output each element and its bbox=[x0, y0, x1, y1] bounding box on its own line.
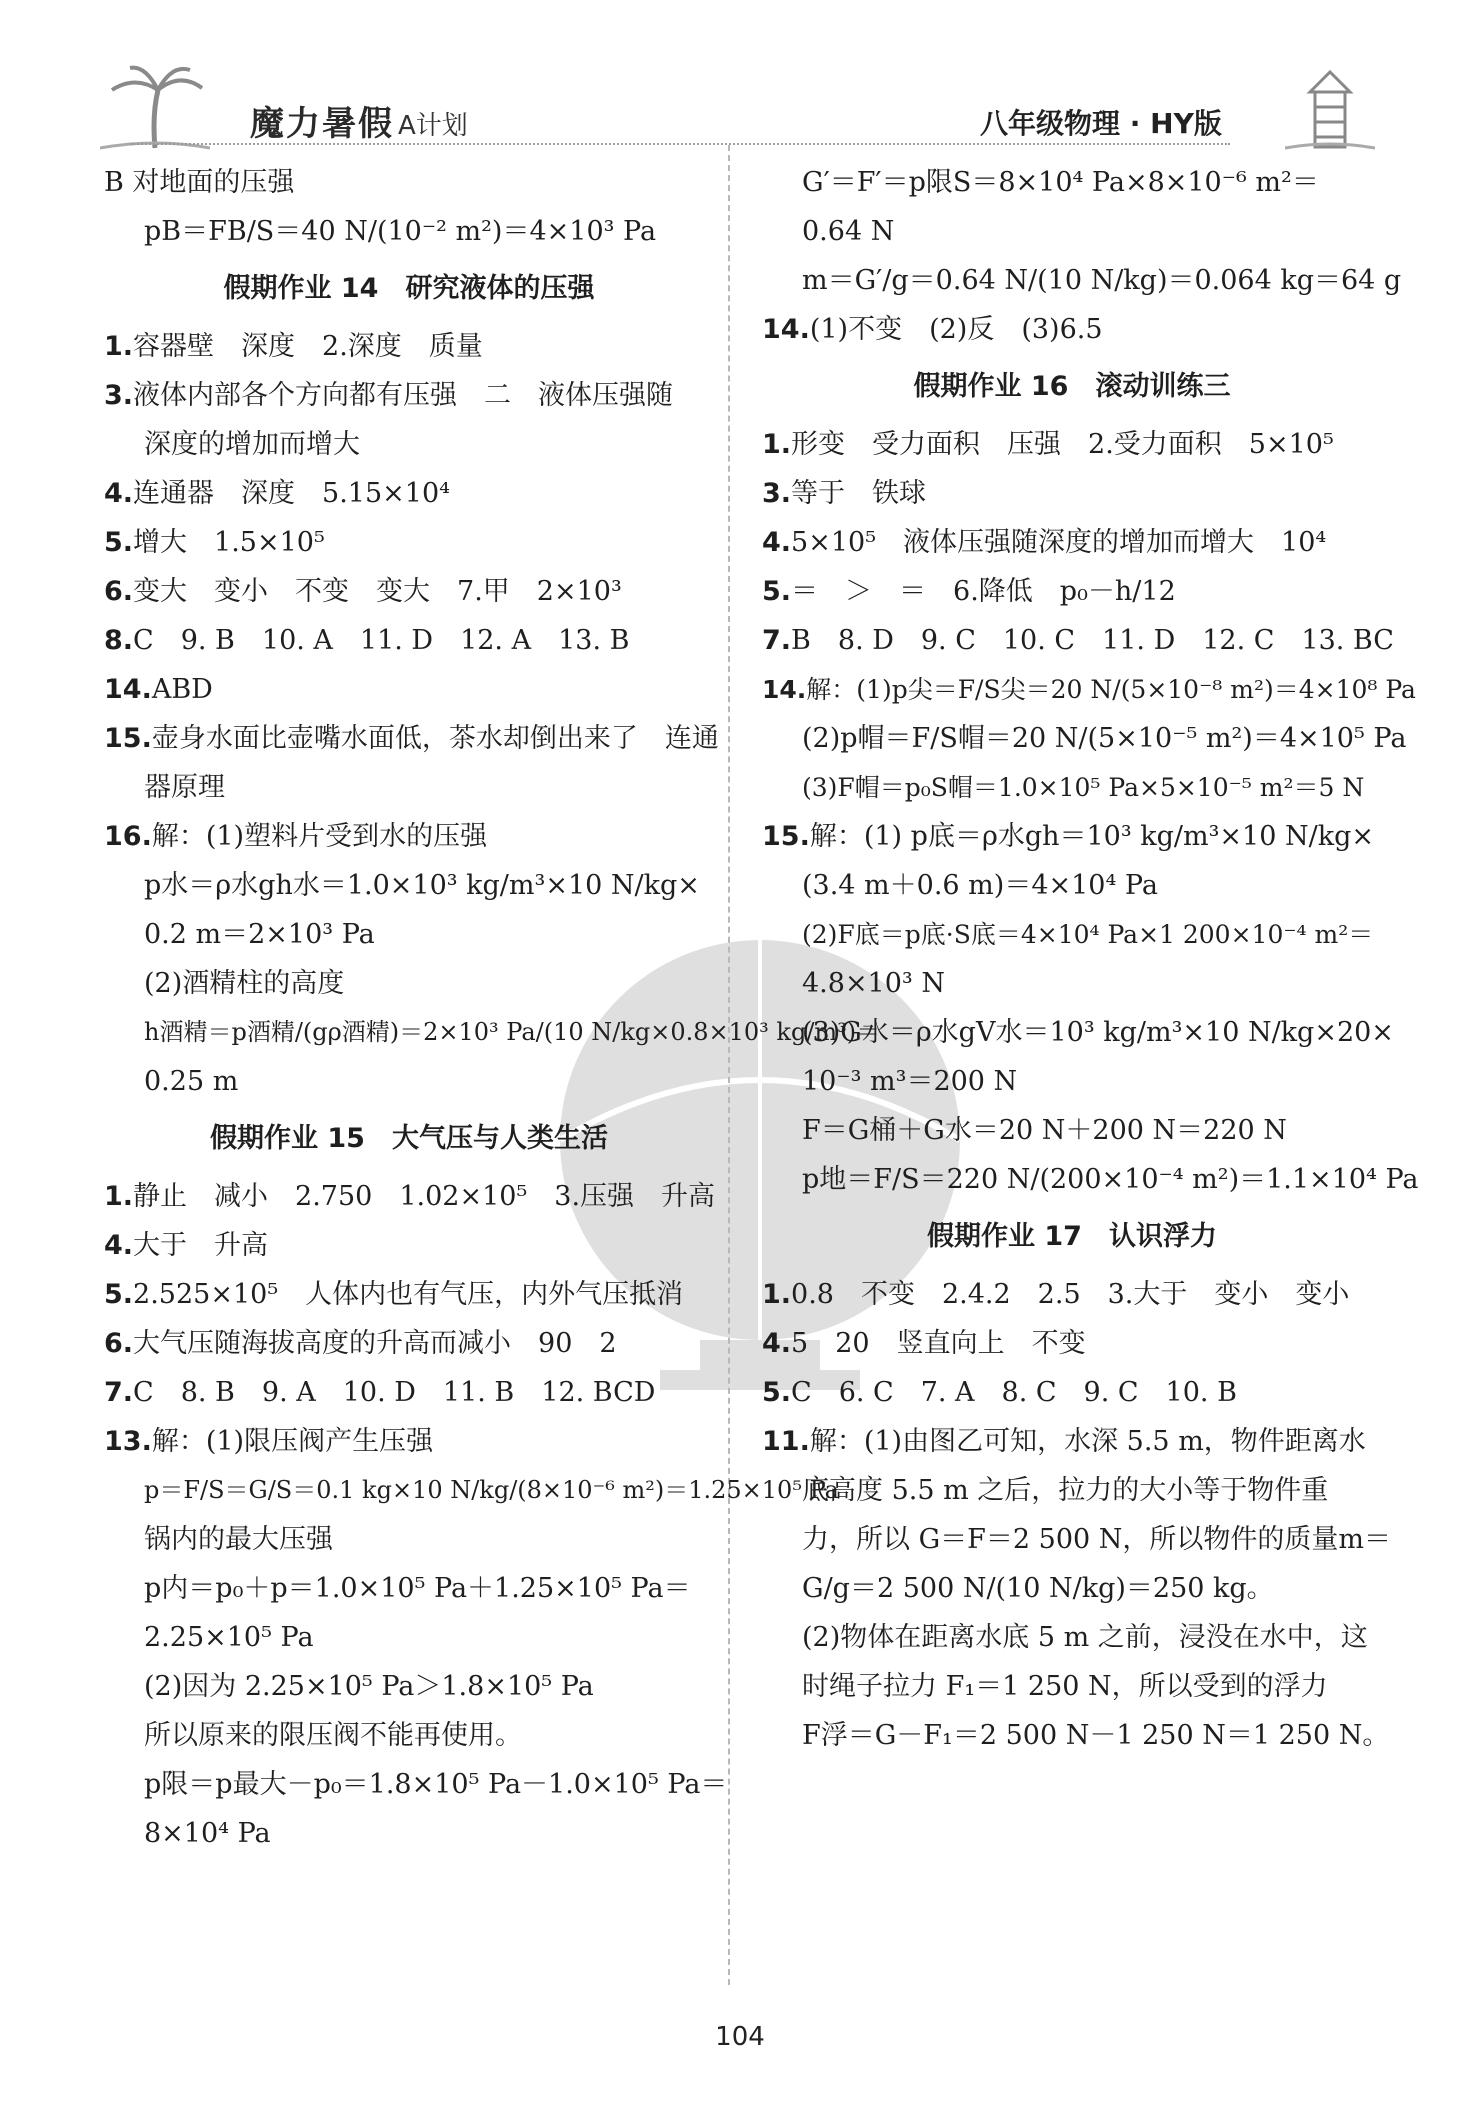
lighthouse-icon bbox=[1285, 62, 1375, 152]
header-divider bbox=[130, 143, 1230, 145]
answer-line: 15.解：(1) p底＝ρ水gh＝10³ kg/m³×10 N/kg× bbox=[762, 821, 1374, 852]
answer-line: 3.液体内部各个方向都有压强 二 液体压强随 bbox=[104, 380, 674, 411]
answer-line: h酒精＝p酒精/(gρ酒精)＝2×10³ Pa/(10 N/kg×0.8×10³ kg/m³)＝ bbox=[144, 1018, 881, 1046]
answer-line: p内＝p₀＋p＝1.0×10⁵ Pa＋1.25×10⁵ Pa＝ bbox=[144, 1573, 691, 1604]
answer-line: 器原理 bbox=[144, 772, 225, 803]
right-column bbox=[762, 158, 1419, 1760]
answer-line: F浮＝G－F₁＝2 500 N－1 250 N＝1 250 N。 bbox=[802, 1720, 1390, 1751]
answer-line: (2)酒精柱的高度 bbox=[144, 968, 345, 999]
page-header bbox=[0, 0, 1480, 150]
subject-label: 八年级物理 · HY版 bbox=[980, 107, 1222, 140]
answer-line: 2.25×10⁵ Pa bbox=[144, 1622, 314, 1653]
answer-line: 0.25 m bbox=[144, 1066, 239, 1097]
answer-line: 6.大气压随海拔高度的升高而减小 90 2 bbox=[104, 1328, 617, 1359]
answer-line: 14.(1)不变 (2)反 (3)6.5 bbox=[762, 314, 1103, 345]
answer-line: 14.解：(1)p尖＝F/S尖＝20 N/(5×10⁻⁸ m²)＝4×10⁸ Pa bbox=[762, 675, 1416, 704]
answer-line: (3.4 m＋0.6 m)＝4×10⁴ Pa bbox=[802, 870, 1158, 901]
answer-line: 时绳子拉力 F₁＝1 250 N，所以受到的浮力 bbox=[802, 1671, 1328, 1702]
answer-line: 14.ABD bbox=[104, 674, 213, 705]
answer-line: 5.C 6. C 7. A 8. C 9. C 10. B bbox=[762, 1377, 1237, 1408]
answer-line: p地＝F/S＝220 N/(200×10⁻⁴ m²)＝1.1×10⁴ Pa bbox=[802, 1164, 1419, 1195]
section-title: 假期作业 17 认识浮力 bbox=[927, 1221, 1217, 1252]
answer-line: (2)因为 2.25×10⁵ Pa＞1.8×10⁵ Pa bbox=[144, 1671, 594, 1702]
answer-line: G/g＝2 500 N/(10 N/kg)＝250 kg。 bbox=[802, 1573, 1274, 1604]
answer-line: 4.连通器 深度 5.15×10⁴ bbox=[104, 478, 450, 509]
answer-line: (2)物体在距离水底 5 m 之前，浸没在水中，这 bbox=[802, 1622, 1368, 1653]
answer-line: 8.C 9. B 10. A 11. D 12. A 13. B bbox=[104, 625, 630, 656]
column-divider bbox=[728, 145, 730, 1985]
answer-line: 所以原来的限压阀不能再使用。 bbox=[144, 1720, 522, 1751]
answer-line: 1.容器壁 深度 2.深度 质量 bbox=[104, 331, 483, 362]
answer-line: 11.解：(1)由图乙可知，水深 5.5 m，物件距离水 bbox=[762, 1426, 1366, 1457]
answer-line: 0.64 N bbox=[802, 216, 895, 247]
answer-line: F＝G桶＋G水＝20 N＋200 N＝220 N bbox=[802, 1115, 1287, 1146]
answer-line: 4.8×10³ N bbox=[802, 968, 945, 999]
answer-line: 6.变大 变小 不变 变大 7.甲 2×10³ bbox=[104, 576, 622, 607]
answer-line: 4.5 20 竖直向上 不变 bbox=[762, 1328, 1086, 1359]
answer-line: (3)G水＝ρ水gV水＝10³ kg/m³×10 N/kg×20× bbox=[802, 1017, 1394, 1048]
section-title: 假期作业 16 滚动训练三 bbox=[913, 371, 1231, 402]
answer-line: 7.C 8. B 9. A 10. D 11. B 12. BCD bbox=[104, 1377, 656, 1408]
answer-line: 1.0.8 不变 2.4.2 2.5 3.大于 变小 变小 bbox=[762, 1279, 1350, 1310]
brand-subtitle: A计划 bbox=[398, 111, 468, 141]
answer-line: 10⁻³ m³＝200 N bbox=[802, 1066, 1018, 1097]
answer-line: 7.B 8. D 9. C 10. C 11. D 12. C 13. BC bbox=[762, 625, 1394, 656]
answer-line: 底高度 5.5 m 之后，拉力的大小等于物件重 bbox=[802, 1475, 1329, 1506]
answer-line: 5.增大 1.5×10⁵ bbox=[104, 527, 325, 558]
section-title: 假期作业 15 大气压与人类生活 bbox=[210, 1123, 608, 1154]
answer-line: 1.形变 受力面积 压强 2.受力面积 5×10⁵ bbox=[762, 429, 1334, 460]
answer-line: B 对地面的压强 bbox=[104, 167, 295, 198]
answer-line: 4.5×10⁵ 液体压强随深度的增加而增大 10⁴ bbox=[762, 527, 1327, 558]
answer-line: p水＝ρ水gh水＝1.0×10³ kg/m³×10 N/kg× bbox=[144, 870, 700, 901]
answer-line: 0.2 m＝2×10³ Pa bbox=[144, 919, 375, 950]
answer-line: 深度的增加而增大 bbox=[144, 429, 360, 460]
answer-line: 锅内的最大压强 bbox=[144, 1524, 333, 1555]
section-title: 假期作业 14 研究液体的压强 bbox=[223, 273, 595, 304]
answer-line: 16.解：(1)塑料片受到水的压强 bbox=[104, 821, 488, 852]
answer-line: 4.大于 升高 bbox=[104, 1230, 269, 1261]
palm-tree-icon bbox=[100, 60, 210, 150]
brand-title: 魔力暑假 bbox=[250, 104, 394, 144]
answer-line: 3.等于 铁球 bbox=[762, 478, 927, 509]
answer-line: pB＝FB/S＝40 N/(10⁻² m²)＝4×10³ Pa bbox=[144, 216, 657, 247]
answer-line: (3)F帽＝p₀S帽＝1.0×10⁵ Pa×5×10⁻⁵ m²＝5 N bbox=[802, 773, 1365, 802]
answer-line: 力，所以 G＝F＝2 500 N，所以物件的质量m＝ bbox=[802, 1524, 1391, 1555]
answer-line: 5.＝ ＞ ＝ 6.降低 p₀－h/12 bbox=[762, 576, 1176, 607]
answer-line: m＝G′/g＝0.64 N/(10 N/kg)＝0.064 kg＝64 g bbox=[802, 265, 1402, 296]
answer-line: 5.2.525×10⁵ 人体内也有气压，内外气压抵消 bbox=[104, 1279, 684, 1310]
answer-line: p＝F/S＝G/S＝0.1 kg×10 N/kg/(8×10⁻⁶ m²)＝1.25×10⁵ Pa bbox=[144, 1476, 839, 1504]
answer-line: 15.壶身水面比壶嘴水面低，茶水却倒出来了 连通 bbox=[104, 723, 719, 754]
answer-line: G′＝F′＝p限S＝8×10⁴ Pa×8×10⁻⁶ m²＝ bbox=[802, 167, 1319, 198]
answer-line: 13.解：(1)限压阀产生压强 bbox=[104, 1426, 434, 1457]
answer-line: (2)p帽＝F/S帽＝20 N/(5×10⁻⁵ m²)＝4×10⁵ Pa bbox=[802, 723, 1407, 754]
answer-line: 8×10⁴ Pa bbox=[144, 1818, 271, 1849]
page-number: 104 bbox=[715, 2022, 765, 2052]
answer-line: (2)F底＝p底·S底＝4×10⁴ Pa×1 200×10⁻⁴ m²＝ bbox=[802, 920, 1374, 949]
answer-line: p限＝p最大－p₀＝1.8×10⁵ Pa－1.0×10⁵ Pa＝ bbox=[144, 1769, 728, 1800]
answer-line: 1.静止 减小 2.750 1.02×10⁵ 3.压强 升高 bbox=[104, 1181, 716, 1212]
